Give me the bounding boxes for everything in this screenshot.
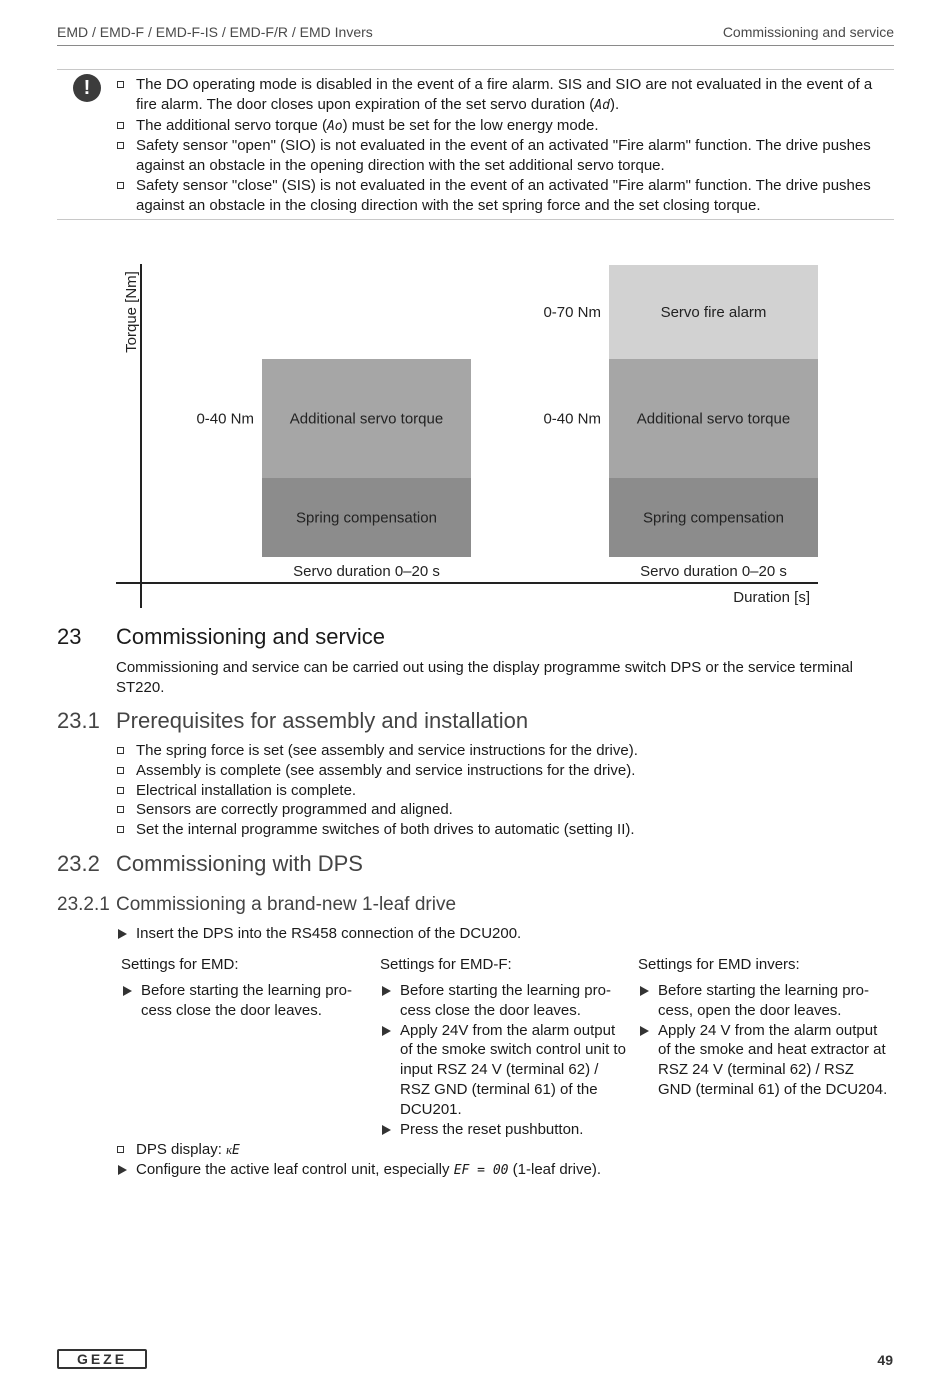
column-title: Settings for EMD: xyxy=(121,956,239,973)
segment-label: Spring compensation xyxy=(296,509,437,527)
display-code: Ao xyxy=(326,118,343,134)
duration-label: Servo duration 0–20 s xyxy=(640,563,787,580)
step-item: Before starting the learning pro- cess close the door leaves. xyxy=(380,981,630,1021)
exclamation-icon: ! xyxy=(73,74,101,102)
step-item: Press the reset pushbutton. xyxy=(380,1120,630,1140)
segment-label: Additional servo torque xyxy=(636,410,791,428)
segment-label: Additional servo torque xyxy=(289,410,444,428)
torque-chart xyxy=(0,255,950,615)
display-code: Ad xyxy=(594,97,610,113)
step-item: Before starting the learning pro- cess, open the door leaves. xyxy=(638,981,888,1021)
list-item: Sensors are correctly programmed and aligned. xyxy=(116,800,886,820)
list-item: The DO operating mode is disabled in the event of a fire alarm. SIS and SIO are not evaluated in the event of a fire alarm. The door closes upon expiration of the set servo duration (Ad). xyxy=(116,75,886,116)
section-text: Commissioning and service can be carried out using the display programme switch DPS or the service terminal ST220. xyxy=(116,659,853,696)
running-header-right: Commissioning and service xyxy=(722,24,894,40)
prerequisites-list xyxy=(116,741,886,840)
display-result-list xyxy=(116,1140,886,1161)
section-title: Commissioning and service xyxy=(116,624,385,649)
list-item: Safety sensor "close" (SIS) is not evaluated in the event of an activated "Fire alarm" function. The drive pushes against an obstacle in the closing direction with the set spring force and the set closing torque. xyxy=(116,176,886,216)
section-number: 23.2 xyxy=(57,851,100,876)
step-item: Apply 24 V from the alarm output of the smoke and heat extractor at RSZ 24 V (terminal 62) / RSZ GND (terminal 61) of the DCU204. xyxy=(638,1021,888,1100)
list-item: The spring force is set (see assembly and service instructions for the drive). xyxy=(116,741,886,761)
configure-step-list xyxy=(116,1160,886,1181)
section-number: 23 xyxy=(57,624,82,649)
duration-label: Servo duration 0–20 s xyxy=(293,563,440,580)
section-title: Prerequisites for assembly and installation xyxy=(116,708,529,733)
settings-column-emd-f xyxy=(380,956,630,1139)
list-item: Assembly is complete (see assembly and service instructions for the drive). xyxy=(116,761,886,781)
list-item: DPS display: ᴋE xyxy=(116,1140,886,1161)
step-item: Before starting the learning pro- cess close the door leaves. xyxy=(121,981,371,1021)
column-title: Settings for EMD invers: xyxy=(638,956,800,973)
list-item: Electrical installation is complete. xyxy=(116,781,886,801)
step-item: Apply 24V from the alarm output of the smoke switch control unit to input RSZ 24 V (terminal 62) / RSZ GND (terminal 61) of the DCU201. xyxy=(380,1021,630,1120)
display-code: EF = 00 xyxy=(453,1163,509,1178)
y-axis-label: Torque [Nm] xyxy=(123,271,140,353)
x-axis-label: Duration [s] xyxy=(733,589,810,606)
page-number: 49 xyxy=(877,1352,893,1368)
step-item: Configure the active leaf control unit, especially EF = 00 (1-leaf drive). xyxy=(116,1160,886,1181)
geze-logo: GEZE xyxy=(57,1349,147,1369)
section-title: Commissioning with DPS xyxy=(116,851,363,876)
list-item: Set the internal programme switches of both drives to automatic (setting II). xyxy=(116,820,886,840)
running-header-left: EMD / EMD-F / EMD-F-IS / EMD-F/R / EMD Invers xyxy=(57,24,373,40)
settings-column-emd-invers xyxy=(638,956,888,1100)
column-title: Settings for EMD-F: xyxy=(380,956,512,973)
settings-column-emd xyxy=(121,956,371,1021)
range-label: 0-40 Nm xyxy=(543,410,601,428)
range-label: 0-40 Nm xyxy=(196,410,254,428)
segment-label: Servo fire alarm xyxy=(660,304,767,321)
section-number: 23.2.1 xyxy=(57,894,110,915)
range-label: 0-70 Nm xyxy=(543,304,601,321)
section-number: 23.1 xyxy=(57,708,100,733)
section-title: Commissioning a brand-new 1-leaf drive xyxy=(116,894,457,915)
warning-list xyxy=(116,75,886,216)
list-item: Safety sensor "open" (SIO) is not evaluated in the event of an activated "Fire alarm" function. The drive pushes against an obstacle in the opening direction with the set additional servo torque. xyxy=(116,136,886,176)
list-item: The additional servo torque (Ao) must be set for the low energy mode. xyxy=(116,116,886,137)
display-code: ᴋE xyxy=(226,1143,240,1158)
step-list xyxy=(116,924,886,944)
header-divider xyxy=(57,45,894,46)
step-item: Insert the DPS into the RS458 connection of the DCU200. xyxy=(116,924,886,944)
segment-label: Spring compensation xyxy=(643,509,784,527)
